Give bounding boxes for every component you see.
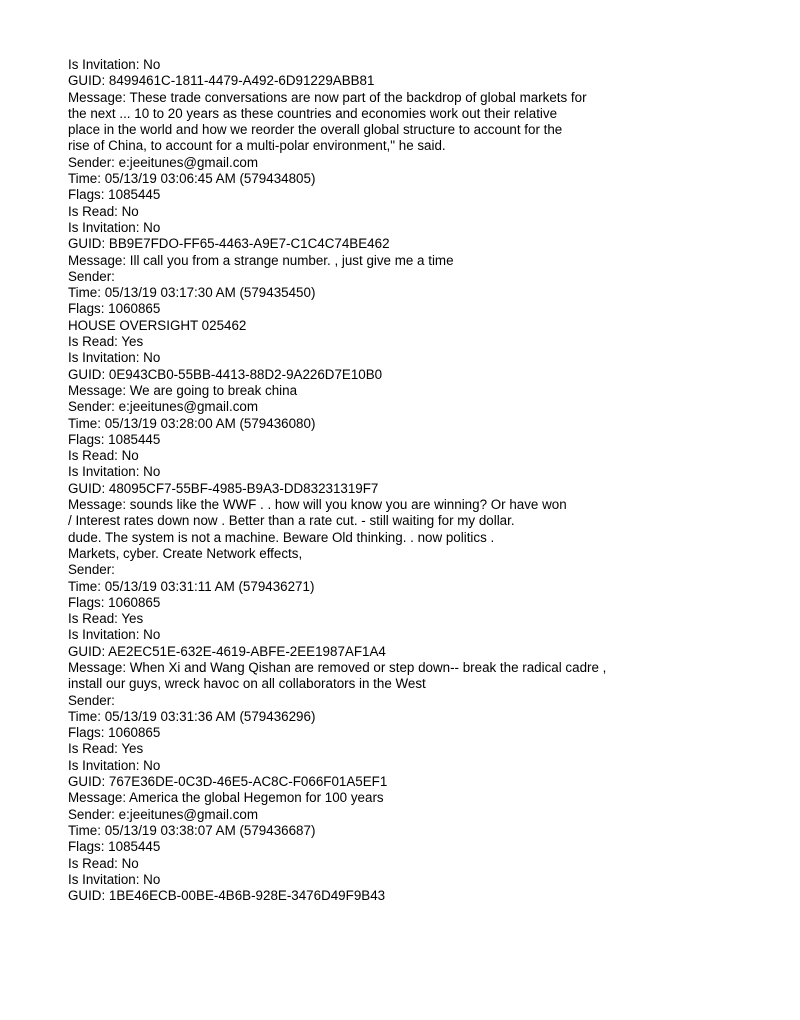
text-line: Is Invitation: No (68, 350, 161, 366)
text-line: rise of China, to account for a multi-polar environment," he said. (68, 138, 446, 154)
text-line: GUID: 48095CF7-55BF-4985-B9A3-DD83231319F7 (68, 480, 379, 496)
text-line: the next ... 10 to 20 years as these countries and economies work out their relative (68, 105, 558, 121)
text-line: Time: 05/13/19 03:38:07 AM (579436687) (68, 822, 316, 838)
text-line: place in the world and how we reorder the overall global structure to account for the (68, 122, 563, 138)
text-line: dude. The system is not a machine. Beware Old thinking. . now politics . (68, 529, 495, 545)
text-line: Message: Ill call you from a strange number. , just give me a time (68, 252, 454, 268)
text-line: / Interest rates down now . Better than a rate cut. - still waiting for my dollar. (68, 513, 515, 529)
text-line: Is Invitation: No (68, 757, 161, 773)
text-line: Flags: 1060865 (68, 594, 161, 610)
text-line: GUID: AE2EC51E-632E-4619-ABFE-2EE1987AF1A4 (68, 643, 386, 659)
text-line: Message: When Xi and Wang Qishan are removed or step down-- break the radical cadre , (68, 659, 607, 675)
text-line: Time: 05/13/19 03:31:11 AM (579436271) (68, 578, 315, 594)
text-line: Is Invitation: No (68, 219, 161, 235)
text-line: GUID: 8499461C-1811-4479-A492-6D91229ABB81 (68, 73, 375, 89)
text-line: Time: 05/13/19 03:17:30 AM (579435450) (68, 285, 316, 301)
text-line: Is Read: No (68, 855, 139, 871)
text-line: Sender: e:jeeitunes@gmail.com (68, 154, 258, 170)
text-line: Message: We are going to break china (68, 382, 298, 398)
text-line: Sender: e:jeeitunes@gmail.com (68, 399, 258, 415)
text-line: Message: America the global Hegemon for 100 years (68, 790, 384, 806)
text-line: Is Invitation: No (68, 627, 161, 643)
text-line: Is Read: Yes (68, 611, 144, 627)
text-line: Is Read: No (68, 448, 139, 464)
text-line: Flags: 1085445 (68, 839, 161, 855)
text-line: Flags: 1085445 (68, 187, 161, 203)
text-line: Flags: 1060865 (68, 725, 161, 741)
text-line: GUID: 767E36DE-0C3D-46E5-AC8C-F066F01A5EF1 (68, 774, 388, 790)
text-line: Flags: 1060865 (68, 301, 161, 317)
text-line: Is Read: Yes (68, 741, 144, 757)
text-line: Is Read: Yes (68, 334, 144, 350)
text-line: Time: 05/13/19 03:31:36 AM (579436296) (68, 708, 316, 724)
document-page (68, 57, 788, 904)
text-line: Message: sounds like the WWF . . how will you know you are winning? Or have won (68, 497, 567, 513)
text-line: Sender: (68, 562, 115, 578)
text-line: Time: 05/13/19 03:06:45 AM (579434805) (68, 171, 316, 187)
bates-stamp: HOUSE OVERSIGHT 025462 (68, 317, 247, 333)
text-line: GUID: 1BE46ECB-00BE-4B6B-928E-3476D49F9B43 (68, 888, 386, 904)
text-line: Is Invitation: No (68, 871, 161, 887)
text-line: Is Invitation: No (68, 464, 161, 480)
text-line: Time: 05/13/19 03:28:00 AM (579436080) (68, 415, 316, 431)
text-line: Sender: (68, 692, 115, 708)
text-line: install our guys, wreck havoc on all collaborators in the West (68, 676, 426, 692)
text-line: Is Invitation: No (68, 57, 161, 72)
text-line: Message: These trade conversations are now part of the backdrop of global markets for (68, 89, 587, 105)
text-line: GUID: BB9E7FDO-FF65-4463-A9E7-C1C4C74BE462 (68, 236, 390, 252)
text-line: Flags: 1085445 (68, 431, 161, 447)
text-line: GUID: 0E943CB0-55BB-4413-88D2-9A226D7E10B0 (68, 366, 383, 382)
text-line: Markets, cyber. Create Network effects, (68, 545, 303, 561)
text-line: Sender: (68, 268, 115, 284)
text-line: Is Read: No (68, 203, 139, 219)
text-line: Sender: e:jeeitunes@gmail.com (68, 806, 258, 822)
